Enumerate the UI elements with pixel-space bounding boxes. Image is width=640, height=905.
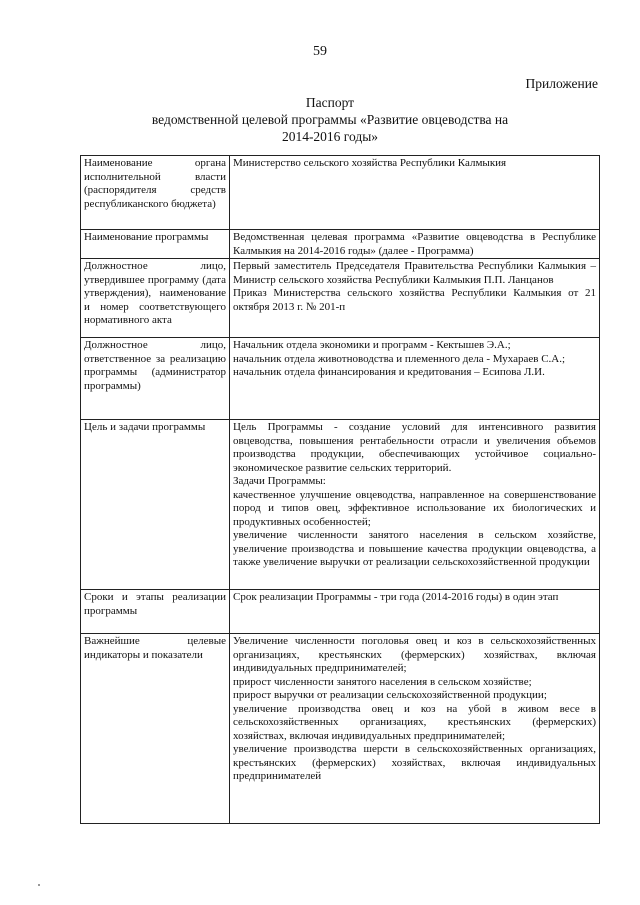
table-row — [81, 634, 600, 824]
value-line: Задачи Программы: — [233, 475, 326, 487]
row-value-terms-stages — [230, 590, 600, 634]
value-line: Начальник отдела экономики и программ - Кектышев Э.А.; — [233, 339, 511, 351]
value-line: Министерство сельского хозяйства Республики Калмыкия — [233, 157, 507, 169]
value-line: увеличение производства овец и коз на убой в живом весе в сельскохозяйственных организациях, крестьянских (фермерских) хозяйствах, включая индивидуальных предпринимателей; — [233, 702, 596, 742]
table-row — [81, 590, 600, 634]
title-line: ведомственной целевой программы «Развитие овцеводства на — [151, 112, 509, 127]
passport-table — [80, 155, 600, 824]
value-line: качественное улучшение овцеводства, направленное на совершенствование пород и типов овец, эффективное использование их биологических и продуктивных особенностей; — [233, 488, 596, 528]
row-value-approving-official — [230, 259, 600, 338]
row-value-goals-tasks — [230, 420, 600, 590]
value-line: Первый заместитель Председателя Правительства Республики Калмыкия – Министр сельского хозяйства Республики Калмыкия П.П. Ланцанов — [233, 260, 596, 286]
value-line: прирост численности занятого населения в сельском хозяйстве; — [233, 675, 532, 688]
row-value-program-name — [230, 230, 600, 259]
table-row — [81, 230, 600, 259]
row-value-executive-body — [230, 156, 600, 230]
value-line: Приказ Министерства сельского хозяйства Республики Калмыкия от 21 октября 2013 г. № 201-п — [233, 287, 596, 313]
document-title — [120, 94, 540, 145]
row-label-executive-body: Наименование органа исполнительной власти (распорядителя средств республиканского бюджета) — [81, 156, 230, 230]
annex-label: Приложение — [525, 76, 598, 91]
value-line: увеличение численности занятого населения в сельском хозяйстве, увеличение производства и повышение качества продукции овцеводства, а также увеличение выручки от реализации сельскохозяйственной продукции — [233, 529, 596, 568]
row-label-target-indicators: Важнейшие целевые индикаторы и показатели — [81, 634, 230, 824]
table-row — [81, 338, 600, 420]
table-row — [81, 156, 600, 230]
page-number: 59 — [313, 44, 327, 59]
value-line: Цель Программы - создание условий для интенсивного развития овцеводства, повышения рентабельности отрасли и увеличения объемов производства продукции, обеспечивающих устойчивое социально-экономическое развитие сельских территорий. — [233, 421, 596, 474]
row-label-program-name: Наименование программы — [81, 230, 230, 259]
value-line: начальник отдела животноводства и племенного дела - Мухараев С.А.; — [233, 352, 566, 365]
value-line: Ведомственная целевая программа «Развитие овцеводства в Республике Калмыкия на 2014-2016 годы» (далее - Программа) — [233, 231, 596, 257]
scan-speck — [38, 884, 40, 886]
value-line: Увеличение численности поголовья овец и коз в сельскохозяйственных организациях, крестьянских (фермерских) хозяйствах, включая индивидуальных предпринимателей; — [233, 635, 596, 674]
value-line: начальник отдела финансирования и кредитования – Есипова Л.И. — [233, 366, 545, 378]
value-line: прирост выручки от реализации сельскохозяйственной продукции; — [233, 689, 547, 701]
title-line: Паспорт — [305, 95, 355, 110]
value-line: Срок реализации Программы - три года (2014-2016 годы) в один этап — [233, 591, 559, 603]
row-label-approving-official: Должностное лицо, утвердившее программу (дата утверждения), наименование и номер соответствующего нормативного акта — [81, 259, 230, 338]
title-line: 2014-2016 годы» — [281, 129, 379, 144]
row-label-program-administrator: Должностное лицо, ответственное за реализацию программы (администратор программы) — [81, 338, 230, 420]
row-value-program-administrator — [230, 338, 600, 420]
table-row — [81, 259, 600, 338]
row-label-goals-tasks: Цель и задачи программы — [81, 420, 230, 590]
row-label-terms-stages: Сроки и этапы реализации программы — [81, 590, 230, 634]
table-row — [81, 420, 600, 590]
row-value-target-indicators — [230, 634, 600, 824]
value-line: увеличение производства шерсти в сельскохозяйственных организациях, крестьянских (фермерских) хозяйствах, включая индивидуальных предпринимателей — [233, 743, 596, 782]
